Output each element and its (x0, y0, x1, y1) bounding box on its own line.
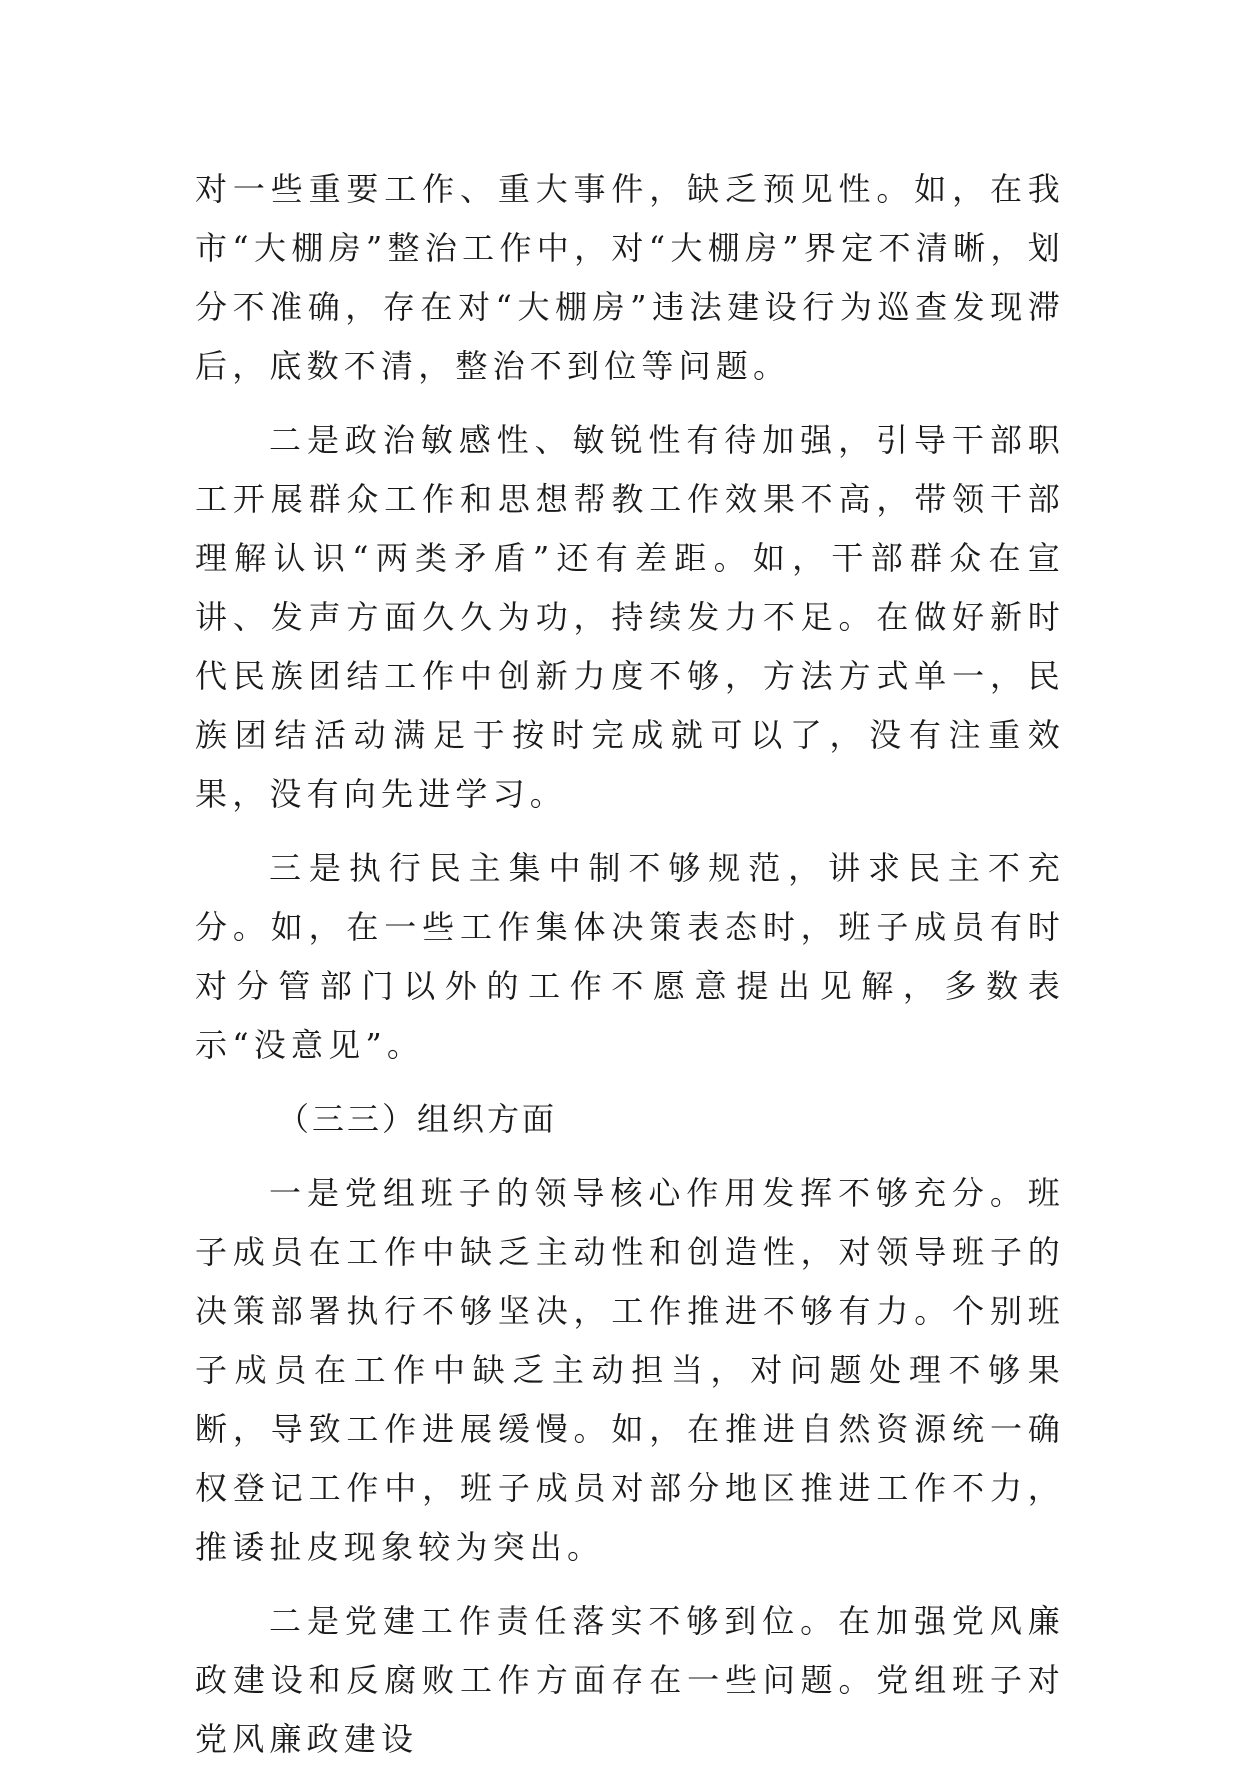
section-heading-organization: （三三）组织方面 (277, 1100, 558, 1138)
paragraph-leadership-core: 一是党组班子的领导核心作用发挥不够充分。班子成员在工作中缺乏主动性和创造性，对领导班子的决策部署执行不够坚决，工作推进不够有力。个别班子成员在工作中缺乏主动担当，对问题处理不够果断，导致工作进展缓慢。如，在推进自然资源统一确权登记工作中，班子成员对部分地区推进工作不力，推诿扯皮现象较为突出。 (195, 1174, 1065, 1566)
document-body (195, 160, 1065, 1784)
paragraph-democratic-centralism: 三是执行民主集中制不够规范，讲求民主不充分。如，在一些工作集体决策表态时，班子成员有时对分管部门以外的工作不愿意提出见解，多数表示“没意见”。 (195, 849, 1065, 1064)
paragraph-political-sensitivity: 二是政治敏感性、敏锐性有待加强，引导干部职工开展群众工作和思想帮教工作效果不高，带领干部理解认识“两类矛盾”还有差距。如，干部群众在宣讲、发声方面久久为功，持续发力不足。在做好新时代民族团结工作中创新力度不够，方法方式单一，民族团结活动满足于按时完成就可以了，没有注重效果，没有向先进学习。 (195, 421, 1065, 813)
paragraph-party-building: 二是党建工作责任落实不够到位。在加强党风廉政建设和反腐败工作方面存在一些问题。党组班子对党风廉政建设 (195, 1602, 1065, 1758)
paragraph-continued: 对一些重要工作、重大事件，缺乏预见性。如，在我市“大棚房”整治工作中，对“大棚房”界定不清晰，划分不准确，存在对“大棚房”违法建设行为巡查发现滞后，底数不清，整治不到位等问题。 (195, 170, 1065, 385)
